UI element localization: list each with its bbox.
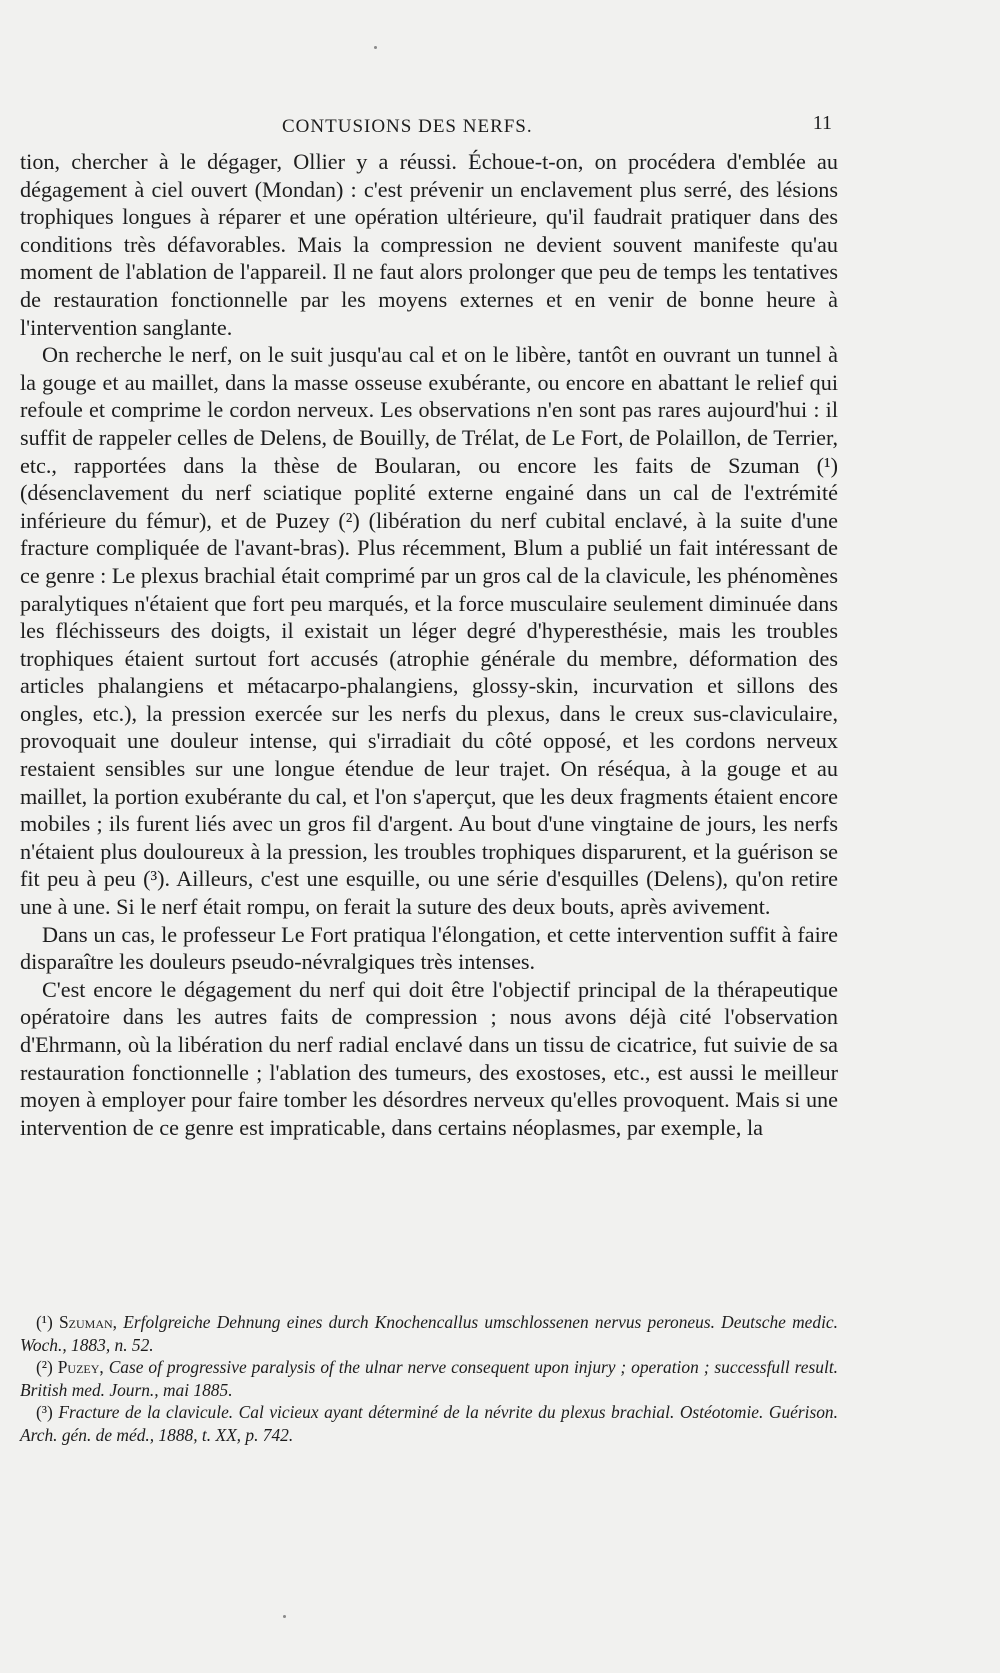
footnote-1 [20,1311,838,1356]
paragraph-compression-therapy: C'est encore le dégagement du nerf qui doit être l'objectif principal de la thérapeutique opératoire dans les autres faits de compression ; nous avons déjà cité l'observation d'Ehrmann, où la libération du nerf radial enclavé dans un tissu de cicatrice, fut suivie de sa restauration fonctionnelle ; l'ablation des tumeurs, des exostoses, etc., est aussi le meilleur moyen à employer pour faire tomber les désordres nerveux qu'elles provoquent. Mais si une intervention de ce genre est impraticable, dans certains néoplasmes, par exemple, la [20,976,838,1140]
footnotes [20,1311,838,1446]
footnote-3 [20,1401,838,1446]
page-number: 11 [812,112,832,134]
footnote-2-mark: (²) [36,1357,53,1377]
footnote-2-text: Case of progressive paralysis of the ulnar nerve consequent upon injury ; operation ; successfull result. British med. Journ., mai 1885. [20,1357,838,1400]
footnote-3-text: Fracture de la clavicule. Cal vicieux ayant déterminé de la névrite du plexus brachial. Ostéotomie. Guérison. Arch. gén. de méd., 1888, t. XX, p. 742. [20,1402,838,1445]
book-page [20,0,838,1673]
footnote-1-mark: (¹) [36,1312,53,1332]
body-text [20,148,838,1141]
footnote-1-author: Szuman, [59,1312,118,1332]
footnote-2 [20,1356,838,1401]
speck [374,46,377,49]
paragraph-continuation: tion, chercher à le dégager, Ollier y a réussi. Échoue-t-on, on procédera d'emblée au dégagement à ciel ouvert (Mondan) : c'est prévenir un enclavement plus serré, des lésions trophiques longues à réparer et une opération ultérieure, qu'il faudrait pratiquer dans des conditions très défavorables. Mais la compression ne devient souvent manifeste qu'au moment de l'ablation de l'appareil. Il ne faut alors prolonger que peu de temps les tentatives de restauration fonctionnelle par les moyens externes et en venir de bonne heure à l'intervention sanglante. [20,149,838,340]
paragraph-elongation: Dans un cas, le professeur Le Fort pratiqua l'élongation, et cette intervention suffit à faire disparaître les douleurs pseudo-névralgiques très intenses. [20,921,838,975]
running-title: CONTUSIONS DES NERFS. [282,116,533,137]
footnote-1-text: Erfolgreiche Dehnung eines durch Knochencallus umschlossenen nervus peroneus. Deutsche medic. Woch., 1883, n. 52. [20,1312,838,1355]
footnote-3-mark: (³) [36,1402,53,1422]
speck [283,1615,286,1618]
paragraph-nerve-release: On recherche le nerf, on le suit jusqu'au cal et on le libère, tantôt en ouvrant un tunnel à la gouge et au maillet, dans la masse osseuse exubérante, ou encore en abattant le relief qui refoule et comprime le cordon nerveux. Les observations n'en sont pas rares aujourd'hui : il suffit de rappeler celles de Delens, de Bouilly, de Trélat, de Le Fort, de Polaillon, de Terrier, etc., rapportées dans la thèse de Boularan, ou encore les faits de Szuman (¹) (désenclavement du nerf sciatique poplité externe engainé dans un cal de l'extrémité inférieure du fémur), et de Puzey (²) (libération du nerf cubital enclavé, à la suite d'une fracture compliquée de l'avant-bras). Plus récemment, Blum a publié un fait intéressant de ce genre : Le plexus brachial était comprimé par un gros cal de la clavicule, les phénomènes paralytiques n'étaient que fort peu marqués, et la force musculaire seulement diminuée dans les fléchisseurs des doigts, il existait un léger degré d'hyperesthésie, mais les troubles trophiques étaient surtout fort accusés (atrophie générale du membre, déformation des articles phalangiens et métacarpo-phalangiens, glossy-skin, incurvation et sillons des ongles, etc.), la pression exercée sur les nerfs du plexus, dans le creux sus-claviculaire, provoquait une douleur intense, qui s'irradiait du côté opposé, et les cordons nerveux restaient sensibles sur une longue étendue de leur trajet. On réséqua, à la gouge et au maillet, la portion exubérante du cal, et l'on s'aperçut, que les deux fragments étaient encore mobiles ; ils furent liés avec un gros fil d'argent. Au bout d'une vingtaine de jours, les nerfs n'étaient plus douloureux à la pression, les troubles trophiques disparurent, et la guérison se fit peu à peu (³). Ailleurs, c'est une esquille, ou une série d'esquilles (Delens), qu'on retire une à une. Si le nerf était rompu, on ferait la suture des deux bouts, après avivement. [20,342,838,920]
footnote-2-author: Puzey, [57,1357,104,1377]
running-head [20,112,838,142]
